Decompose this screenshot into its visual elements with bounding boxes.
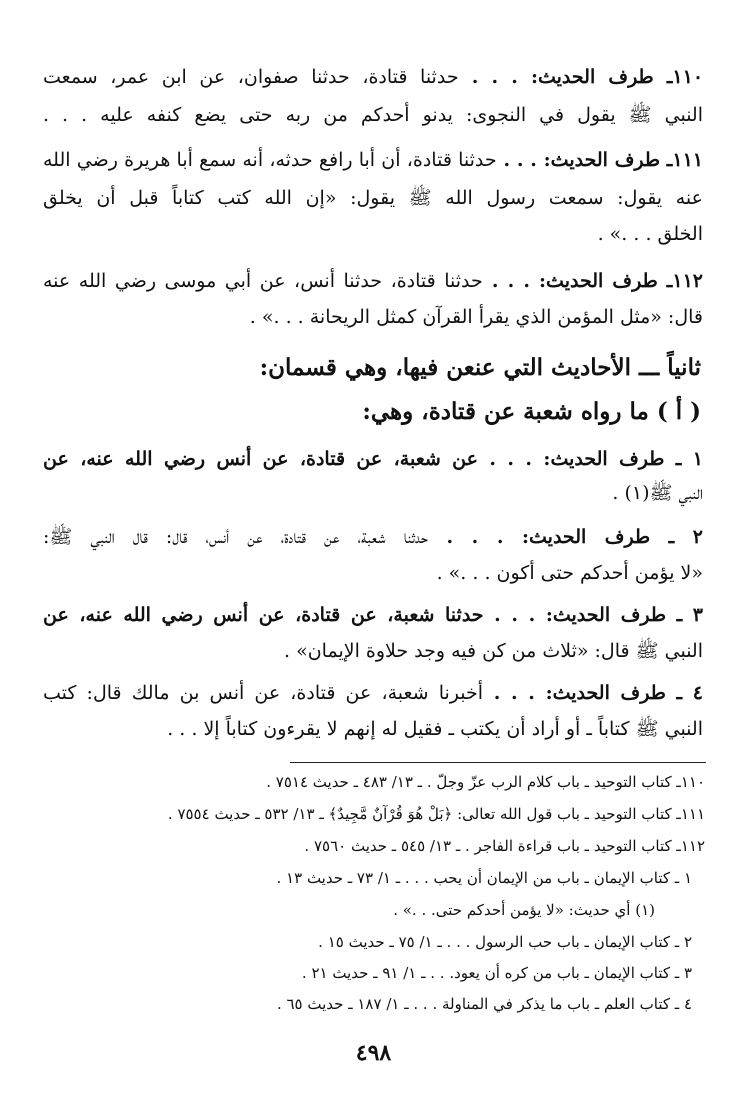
entry-112-line-1: ١١٢ـ طرف الحديث: . . . حدثنا قتادة، حدثنا أنس، عن أبي موسى رضي الله عنه: [43, 270, 703, 292]
entry-112-text-2: قال: «مثل المؤمن الذي يقرأ القرآن كمثل الريحانة . . .» .: [249, 306, 703, 328]
footnote-112: ١١٢ـ كتاب التوحيد ـ باب قراءة الفاجر . ـ ١٣/ ٥٤٥ ـ حديث ٧٥٦٠ .: [304, 837, 705, 855]
entry-110-line-2: [43, 100, 703, 130]
page-number: ٤٩٨: [355, 1040, 392, 1066]
entry-1-lead: طرف الحديث: . . .: [477, 448, 665, 470]
entry-1-line-2: [43, 478, 703, 508]
entry-111-text-3: الخلق . . .» .: [597, 223, 703, 245]
entry-112-number: ١١٢: [672, 270, 703, 292]
entry-111-line-2: [43, 183, 703, 213]
entry-2-line-2: [43, 558, 703, 588]
entry-110-line-1: ١١٠ـ طرف الحديث: . . . حدثنا قتادة، حدثنا صفوان، عن ابن عمر، سمعت: [43, 66, 704, 88]
entry-1-line-1: ١ ـ طرف الحديث: . . . عن شعبة، عن قتادة، عن أنس رضي الله عنه، عن: [43, 448, 703, 470]
entry-4-lead: طرف الحديث: . . .: [483, 682, 666, 704]
footnote-1: ١ ـ كتاب الإيمان ـ باب من الإيمان أن يحب . . . ـ ١/ ٧٣ ـ حديث ١٣ .: [276, 869, 692, 887]
entry-4-line-2: [43, 714, 703, 744]
entry-3-line-2: [43, 636, 703, 666]
footnote-2: ٢ ـ كتاب الإيمان ـ باب حب الرسول . . . ـ ١/ ٧٥ ـ حديث ١٥ .: [318, 933, 692, 951]
footnote-separator: [290, 762, 706, 763]
entry-1-text-2: النبي ﷺ(١) .: [612, 482, 703, 504]
entry-112-lead: طرف الحديث: . . .: [482, 270, 658, 292]
entry-111-text-1: حدثنا قتادة، أن أبا رافع حدثه، أنه سمع أبا هريرة رضي الله: [43, 149, 497, 171]
entry-3-line-1: ٣ ـ طرف الحديث: . . . حدثنا شعبة، عن قتادة، عن أنس رضي الله عنه، عن: [43, 604, 704, 626]
entry-111-number: ١١١: [672, 149, 703, 171]
entry-110-number: ١١٠: [672, 66, 704, 88]
entry-1-number: ١: [692, 448, 703, 470]
entry-111-lead: طرف الحديث: . . .: [496, 149, 661, 171]
entry-110-text-1: حدثنا قتادة، حدثنا صفوان، عن ابن عمر، سمعت: [43, 66, 459, 88]
entry-3-text-1: حدثنا شعبة، عن قتادة، عن أنس رضي الله عنه، عن: [43, 604, 484, 626]
section-heading: ثانياً ـــ الأحاديث التي عنعن فيها، وهي قسمان:: [259, 354, 701, 381]
entry-4-text-1: أخبرنا شعبة، عن قتادة، عن أنس بن مالك قال: كتب: [43, 682, 484, 704]
footnote-4: ٤ ـ كتاب العلم ـ باب ما يذكر في المناولة . . . ـ ١/ ١٨٧ ـ حديث ٦٥ .: [276, 995, 692, 1013]
entry-3-lead: طرف الحديث: . . .: [483, 604, 667, 626]
subsection-heading: ( أ ) ما رواه شعبة عن قتادة، وهي:: [362, 398, 701, 425]
footnote-111: ١١١ـ كتاب التوحيد ـ باب قول الله تعالى: ﴿بَلْ هُوَ قُرْآنٌ مَّجِيدٌ﴾ ـ ١٣/ ٥٣٢ ـ حديث ٧٥٥٤ .: [167, 805, 705, 823]
entry-4-line-1: ٤ ـ طرف الحديث: . . . أخبرنا شعبة، عن قتادة، عن أنس بن مالك قال: كتب: [43, 682, 704, 704]
entry-112-line-2: [43, 302, 703, 332]
entry-2-number: ٢: [692, 526, 703, 548]
entry-111-line-3: [43, 219, 703, 249]
entry-2-lead: طرف الحديث: . . .: [427, 526, 651, 548]
footnote-ref-1: (١) أي حديث: «لا يؤمن أحدكم حتى. . .» .: [393, 901, 655, 919]
footnote-3: ٣ ـ كتاب الإيمان ـ باب من كره أن يعود. . . ـ ١/ ٩١ ـ حديث ٢١ .: [301, 964, 692, 982]
entry-111-line-1: ١١١ـ طرف الحديث: . . . حدثنا قتادة، أن أبا رافع حدثه، أنه سمع أبا هريرة رضي الله: [43, 149, 703, 171]
entry-4-number: ٤: [692, 682, 704, 704]
entry-2-line-1: ٢ ـ طرف الحديث: . . . حدثنا شعبة، عن قتادة، عن أنس، قال: قال النبي ﷺ:: [43, 526, 703, 548]
footnote-110: ١١٠ـ كتاب التوحيد ـ باب كلام الرب عزّ وجلّ . ـ ١٣/ ٤٨٣ ـ حديث ٧٥١٤ .: [266, 773, 705, 791]
entry-1-text-1: عن شعبة، عن قتادة، عن أنس رضي الله عنه، عن: [43, 448, 478, 470]
entry-111-text-2: عنه يقول: سمعت رسول الله ﷺ يقول: «إن الله كتب كتاباً قبل أن يخلق: [43, 187, 703, 209]
entry-110-lead: طرف الحديث: . . .: [458, 66, 654, 88]
entry-3-text-2: النبي ﷺ قال: «ثلاث من كن فيه وجد حلاوة الإيمان» .: [284, 640, 703, 662]
entry-3-number: ٣: [692, 604, 704, 626]
entry-112-text-1: حدثنا قتادة، حدثنا أنس، عن أبي موسى رضي الله عنه: [43, 270, 483, 292]
entry-2-text-1: حدثنا شعبة، عن قتادة، عن أنس، قال: قال النبي ﷺ:: [43, 526, 428, 548]
entry-2-text-2: «لا يؤمن أحدكم حتى أكون . . .» .: [436, 562, 703, 584]
entry-4-text-2: النبي ﷺ كتاباً ـ أو أراد أن يكتب ـ فقيل له إنهم لا يقرءون كتاباً إلا . . .: [167, 718, 703, 740]
entry-110-text-2: النبي ﷺ يقول في النجوى: يدنو أحدكم من ربه حتى يضع كنفه عليه . . .: [43, 104, 703, 126]
